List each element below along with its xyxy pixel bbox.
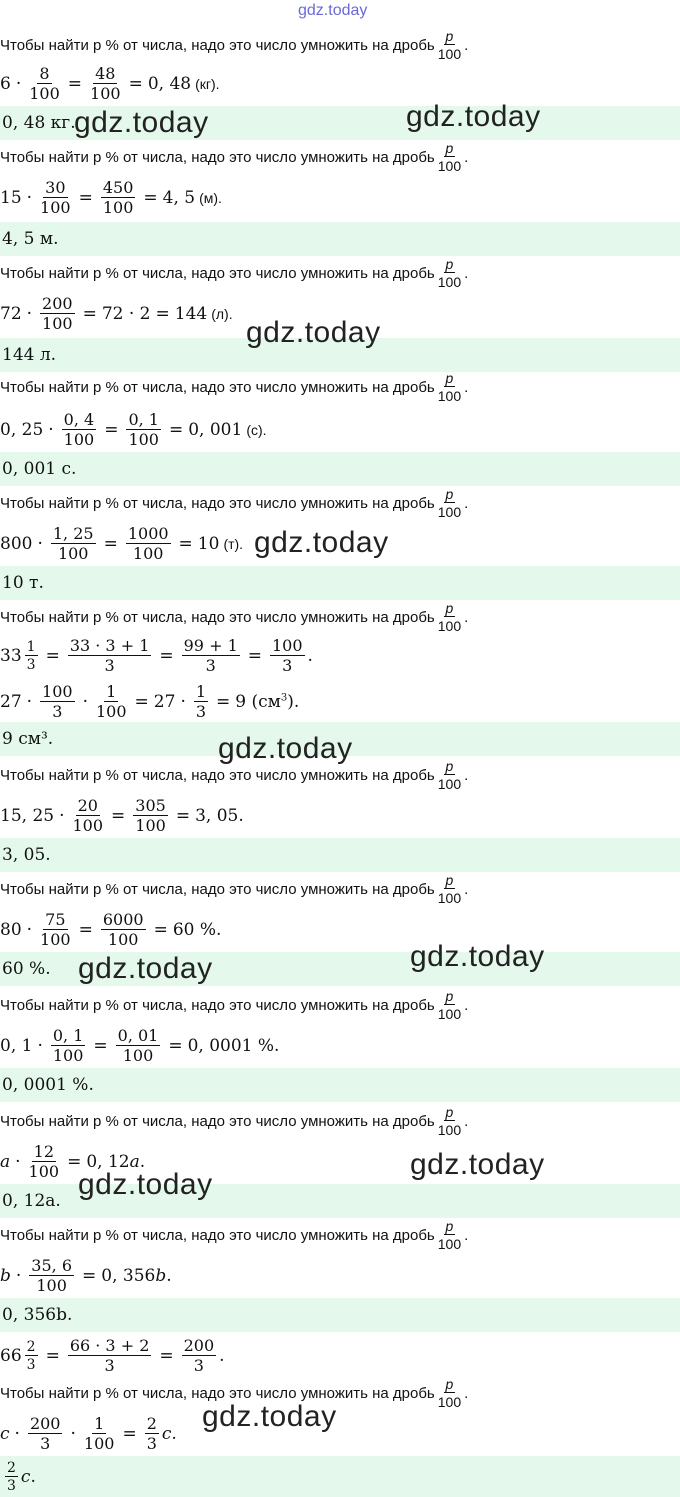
watermark: gdz.today	[78, 952, 213, 985]
answer-1: 0, 48 кг.	[0, 106, 680, 140]
watermark: gdz.today	[78, 1168, 213, 1201]
watermark: gdz.today	[410, 1148, 545, 1181]
rule-text: Чтобы найти p % от числа, надо это число умножить на дробь $\frac{p}{100}$ .	[0, 600, 469, 634]
solution-line-8: 80 · $\frac{75}{100}$ = $\frac{6000}{100}$ = 60 %.	[0, 910, 222, 949]
rule-text: Чтобы найти p % от числа, надо это число умножить на дробь $\frac{p}{100}$ .	[0, 758, 469, 792]
solution-pre-6: 33 $\frac{1}{3}$ = $\frac{33 \cdot 3 + 1}{3}$ = $\frac{99 + 1}{3}$ = $\frac{100}{3}$ .	[0, 636, 313, 675]
watermark: gdz.today	[202, 1400, 337, 1433]
answer-11: 0, 356b.	[0, 1298, 680, 1332]
watermark: gdz.today	[246, 316, 381, 349]
solution-pre-12: 66 $\frac{2}{3}$ = $\frac{66 \cdot 3 + 2}{3}$ = $\frac{200}{3}$ .	[0, 1336, 225, 1375]
solution-line-2: 15 · $\frac{30}{100}$ = $\frac{450}{100}$ = 4, 5 (м).	[0, 178, 222, 217]
answer-4: 0, 001 с.	[0, 452, 680, 486]
rule-text: Чтобы найти p % от числа, надо это число умножить на дробь $\frac{p}{100}$ .	[0, 988, 469, 1022]
rule-text: Чтобы найти p % от числа, надо это число умножить на дробь $\frac{p}{100}$ .	[0, 1218, 469, 1252]
rule-text: Чтобы найти p % от числа, надо это число умножить на дробь $\frac{p}{100}$ .	[0, 370, 469, 404]
solution-line-3: 72 · $\frac{200}{100}$ = 72 · 2 = 144 (л).	[0, 294, 233, 333]
answer-12: $\frac{2}{3}$ c .	[0, 1456, 680, 1497]
rule-label: Чтобы найти p % от числа, надо это число умножить на дробь	[0, 36, 435, 54]
rule-text: Чтобы найти p % от числа, надо это число умножить на дробь $\frac{p}{100}$ .	[0, 140, 469, 174]
solution-line-1: 6 · $\frac{8}{100}$ = $\frac{48}{100}$ = 0, 48 (кг).	[0, 64, 220, 103]
watermark: gdz.today	[410, 940, 545, 973]
answer-7: 3, 05.	[0, 838, 680, 872]
site-label[interactable]: gdz.today	[298, 2, 368, 19]
solution-line-7: 15, 25 · $\frac{20}{100}$ = $\frac{305}{100}$ = 3, 05.	[0, 796, 244, 835]
solution-line-9: 0, 1 · $\frac{0, 1}{100}$ = $\frac{0, 01}{100}$ = 0, 0001 %.	[0, 1026, 280, 1065]
solution-line-5: 800 · $\frac{1, 25}{100}$ = $\frac{1000}{100}$ = 10 (т).	[0, 524, 244, 563]
answer-9: 0, 0001 %.	[0, 1068, 680, 1102]
solution-line-6: 27 · $\frac{100}{3}$ · $\frac{1}{100}$ = 27 · $\frac{1}{3}$ = 9 $(см^3)$.	[0, 682, 300, 721]
answer-8: 60 %.	[0, 952, 680, 986]
rule-text: Чтобы найти p % от числа, надо это число умножить на дробь $\frac{p}{100}$ .	[0, 1376, 469, 1410]
solution-line-10: a · $\frac{12}{100}$ = 0, 12a.	[0, 1142, 146, 1181]
rule-text: Чтобы найти p % от числа, надо это число умножить на дробь $\frac{p}{100}$ .	[0, 486, 469, 520]
rule-text: Чтобы найти p % от числа, надо это число умножить на дробь $\frac{p}{100}$ .	[0, 1104, 469, 1138]
watermark: gdz.today	[218, 732, 353, 765]
solution-line-4: 0, 25 · $\frac{0, 4}{100}$ = $\frac{0, 1}{100}$ = 0, 001 (с).	[0, 410, 267, 449]
answer-6: 9 см³.	[0, 722, 680, 756]
watermark: gdz.today	[406, 100, 541, 133]
answer-3: 144 л.	[0, 338, 680, 372]
answer-5: 10 т.	[0, 566, 680, 600]
answer-10: 0, 12a.	[0, 1184, 680, 1218]
watermark: gdz.today	[254, 526, 389, 559]
watermark: gdz.today	[74, 106, 209, 139]
rule-text: Чтобы найти p % от числа, надо это число умножить на дробь $\frac{p}{100}$ .	[0, 256, 469, 290]
solution-line-11: b · $\frac{35, 6}{100}$ = 0, 356b.	[0, 1256, 172, 1295]
solution-line-12: c · $\frac{200}{3}$ · $\frac{1}{100}$ = $\frac{2}{3}$ c .	[0, 1414, 177, 1453]
rule-text: Чтобы найти p % от числа, надо это число умножить на дробь $\frac{p}{100}$ .	[0, 28, 469, 62]
rule-text: Чтобы найти p % от числа, надо это число умножить на дробь $\frac{p}{100}$ .	[0, 872, 469, 906]
answer-2: 4, 5 м.	[0, 222, 680, 256]
rule-fraction: $\frac{p}{100}$	[437, 28, 462, 62]
